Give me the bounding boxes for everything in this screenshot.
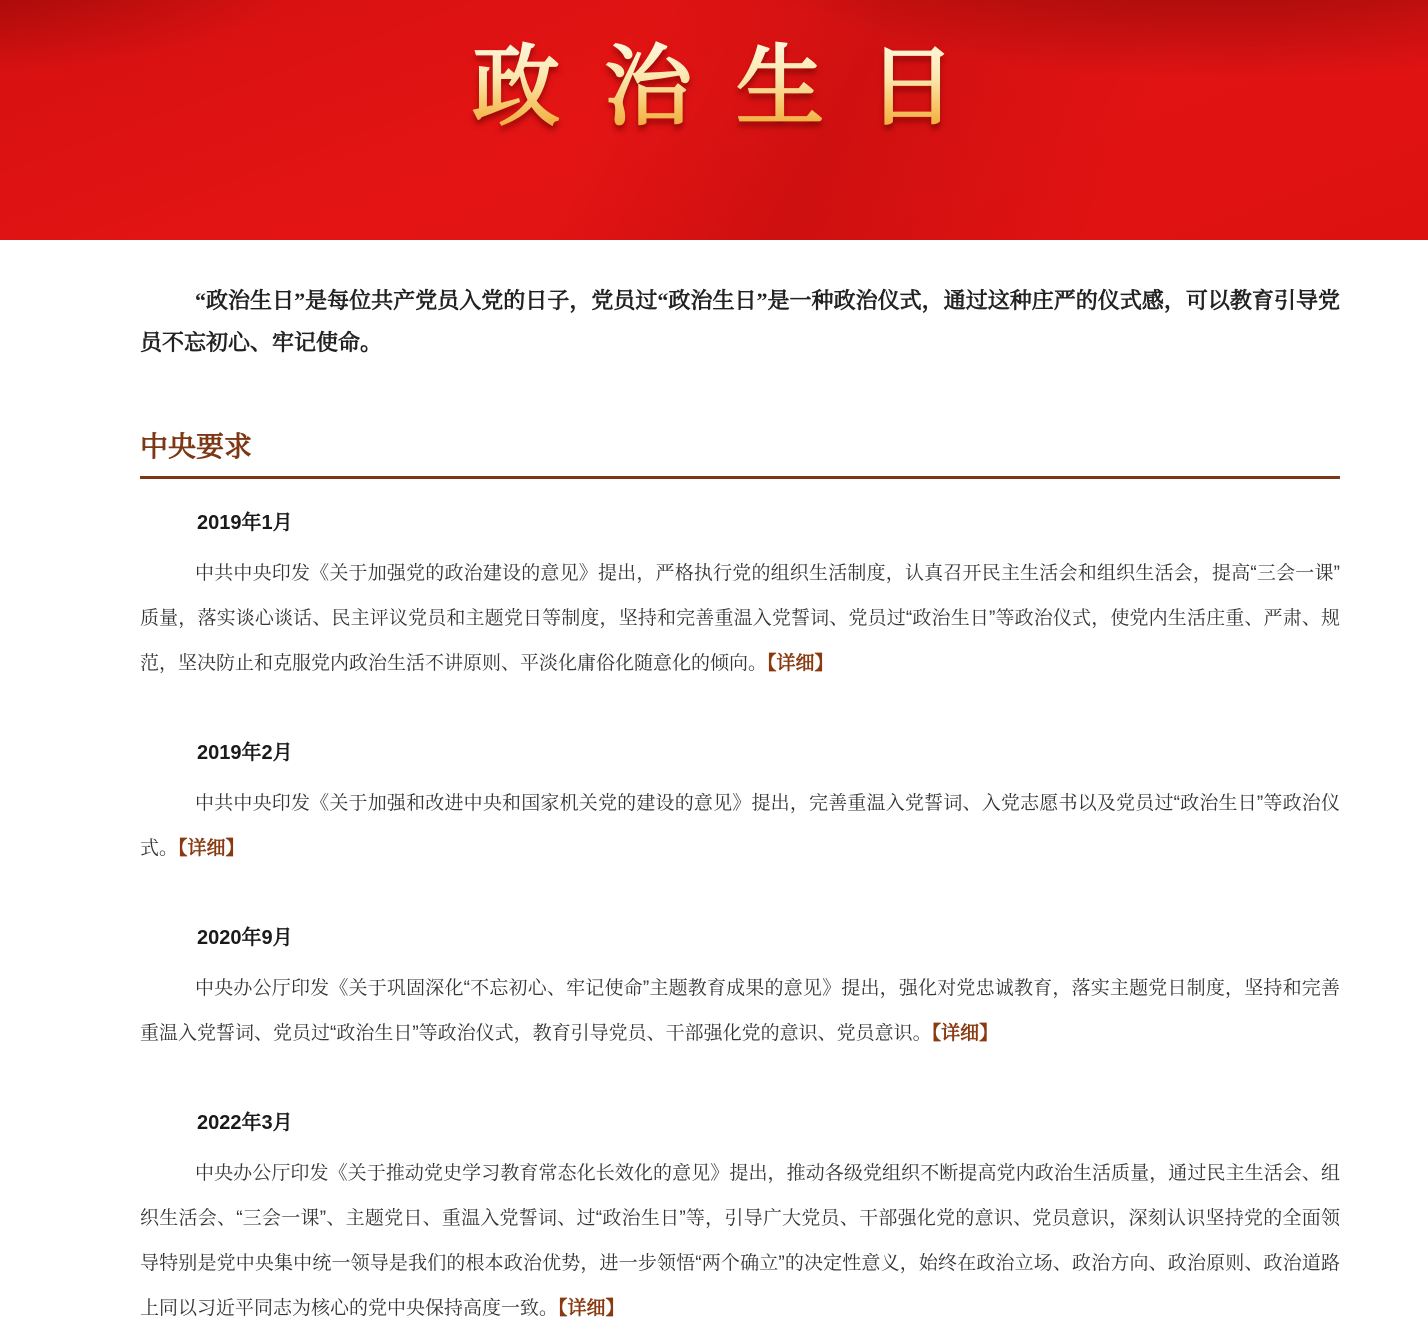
entry-body: 中央办公厅印发《关于推动党史学习教育常态化长效化的意见》提出，推动各级党组织不断提高党内政治生活质量，通过民主生活会、组织生活会、“三会一课”、主题党日、重温入党誓词、过“政治生日”等，引导广大党员、干部强化党的意识、党员意识，深刻认识坚持党的全面领导特别是党中央集中统一领导是我们的根本政治优势，进一步领悟“两个确立”的决定性意义，始终在政治立场、政治方向、政治原则、政治道路上同以习近平同志为核心的党中央保持高度一致。 <box>140 1162 1340 1319</box>
page-banner-title: 政治生日 <box>472 38 1000 139</box>
entry-date: 2019年2月 <box>197 741 293 764</box>
entry-body: 中央办公厅印发《关于巩固深化“不忘初心、牢记使命”主题教育成果的意见》提出，强化对党忠诚教育，落实主题党日制度，坚持和完善重温入党誓词、党员过“政治生日”等政治仪式，教育引导党员、干部强化党的意识、党员意识。 <box>140 977 1340 1044</box>
entry-date: 2019年1月 <box>197 511 293 534</box>
entry-text <box>140 1151 1340 1331</box>
entry <box>140 501 1340 686</box>
entry <box>140 731 1340 871</box>
main-content <box>140 280 1340 1341</box>
entry-date: 2022年3月 <box>197 1111 293 1134</box>
entry-body: 中共中央印发《关于加强和改进中央和国家机关党的建设的意见》提出，完善重温入党誓词、入党志愿书以及党员过“政治生日”等政治仪式。 <box>140 792 1340 859</box>
entry-text <box>140 781 1340 871</box>
detail-link[interactable]: 【详细】 <box>931 1022 999 1044</box>
section-heading: 中央要求 <box>140 431 253 462</box>
entry-text <box>140 966 1340 1056</box>
section-divider <box>140 476 1340 479</box>
detail-link[interactable]: 【详细】 <box>178 837 245 859</box>
intro-paragraph: “政治生日”是每位共产党员入党的日子，党员过“政治生日”是一种政治仪式，通过这种庄严的仪式感，可以教育引导党员不忘初心、牢记使命。 <box>140 288 1340 355</box>
detail-link[interactable]: 【详细】 <box>767 652 834 674</box>
detail-link[interactable]: 【详细】 <box>558 1297 625 1319</box>
banner <box>0 0 1428 240</box>
entry <box>140 1101 1340 1331</box>
entry <box>140 916 1340 1056</box>
entry-date: 2020年9月 <box>197 926 293 949</box>
entry-body: 中共中央印发《关于加强党的政治建设的意见》提出，严格执行党的组织生活制度，认真召开民主生活会和组织生活会，提高“三会一课”质量，落实谈心谈话、民主评议党员和主题党日等制度，坚持和完善重温入党誓词、党员过“政治生日”等政治仪式，使党内生活庄重、严肃、规范，坚决防止和克服党内政治生活不讲原则、平淡化庸俗化随意化的倾向。 <box>140 562 1340 674</box>
entry-text <box>140 551 1340 686</box>
